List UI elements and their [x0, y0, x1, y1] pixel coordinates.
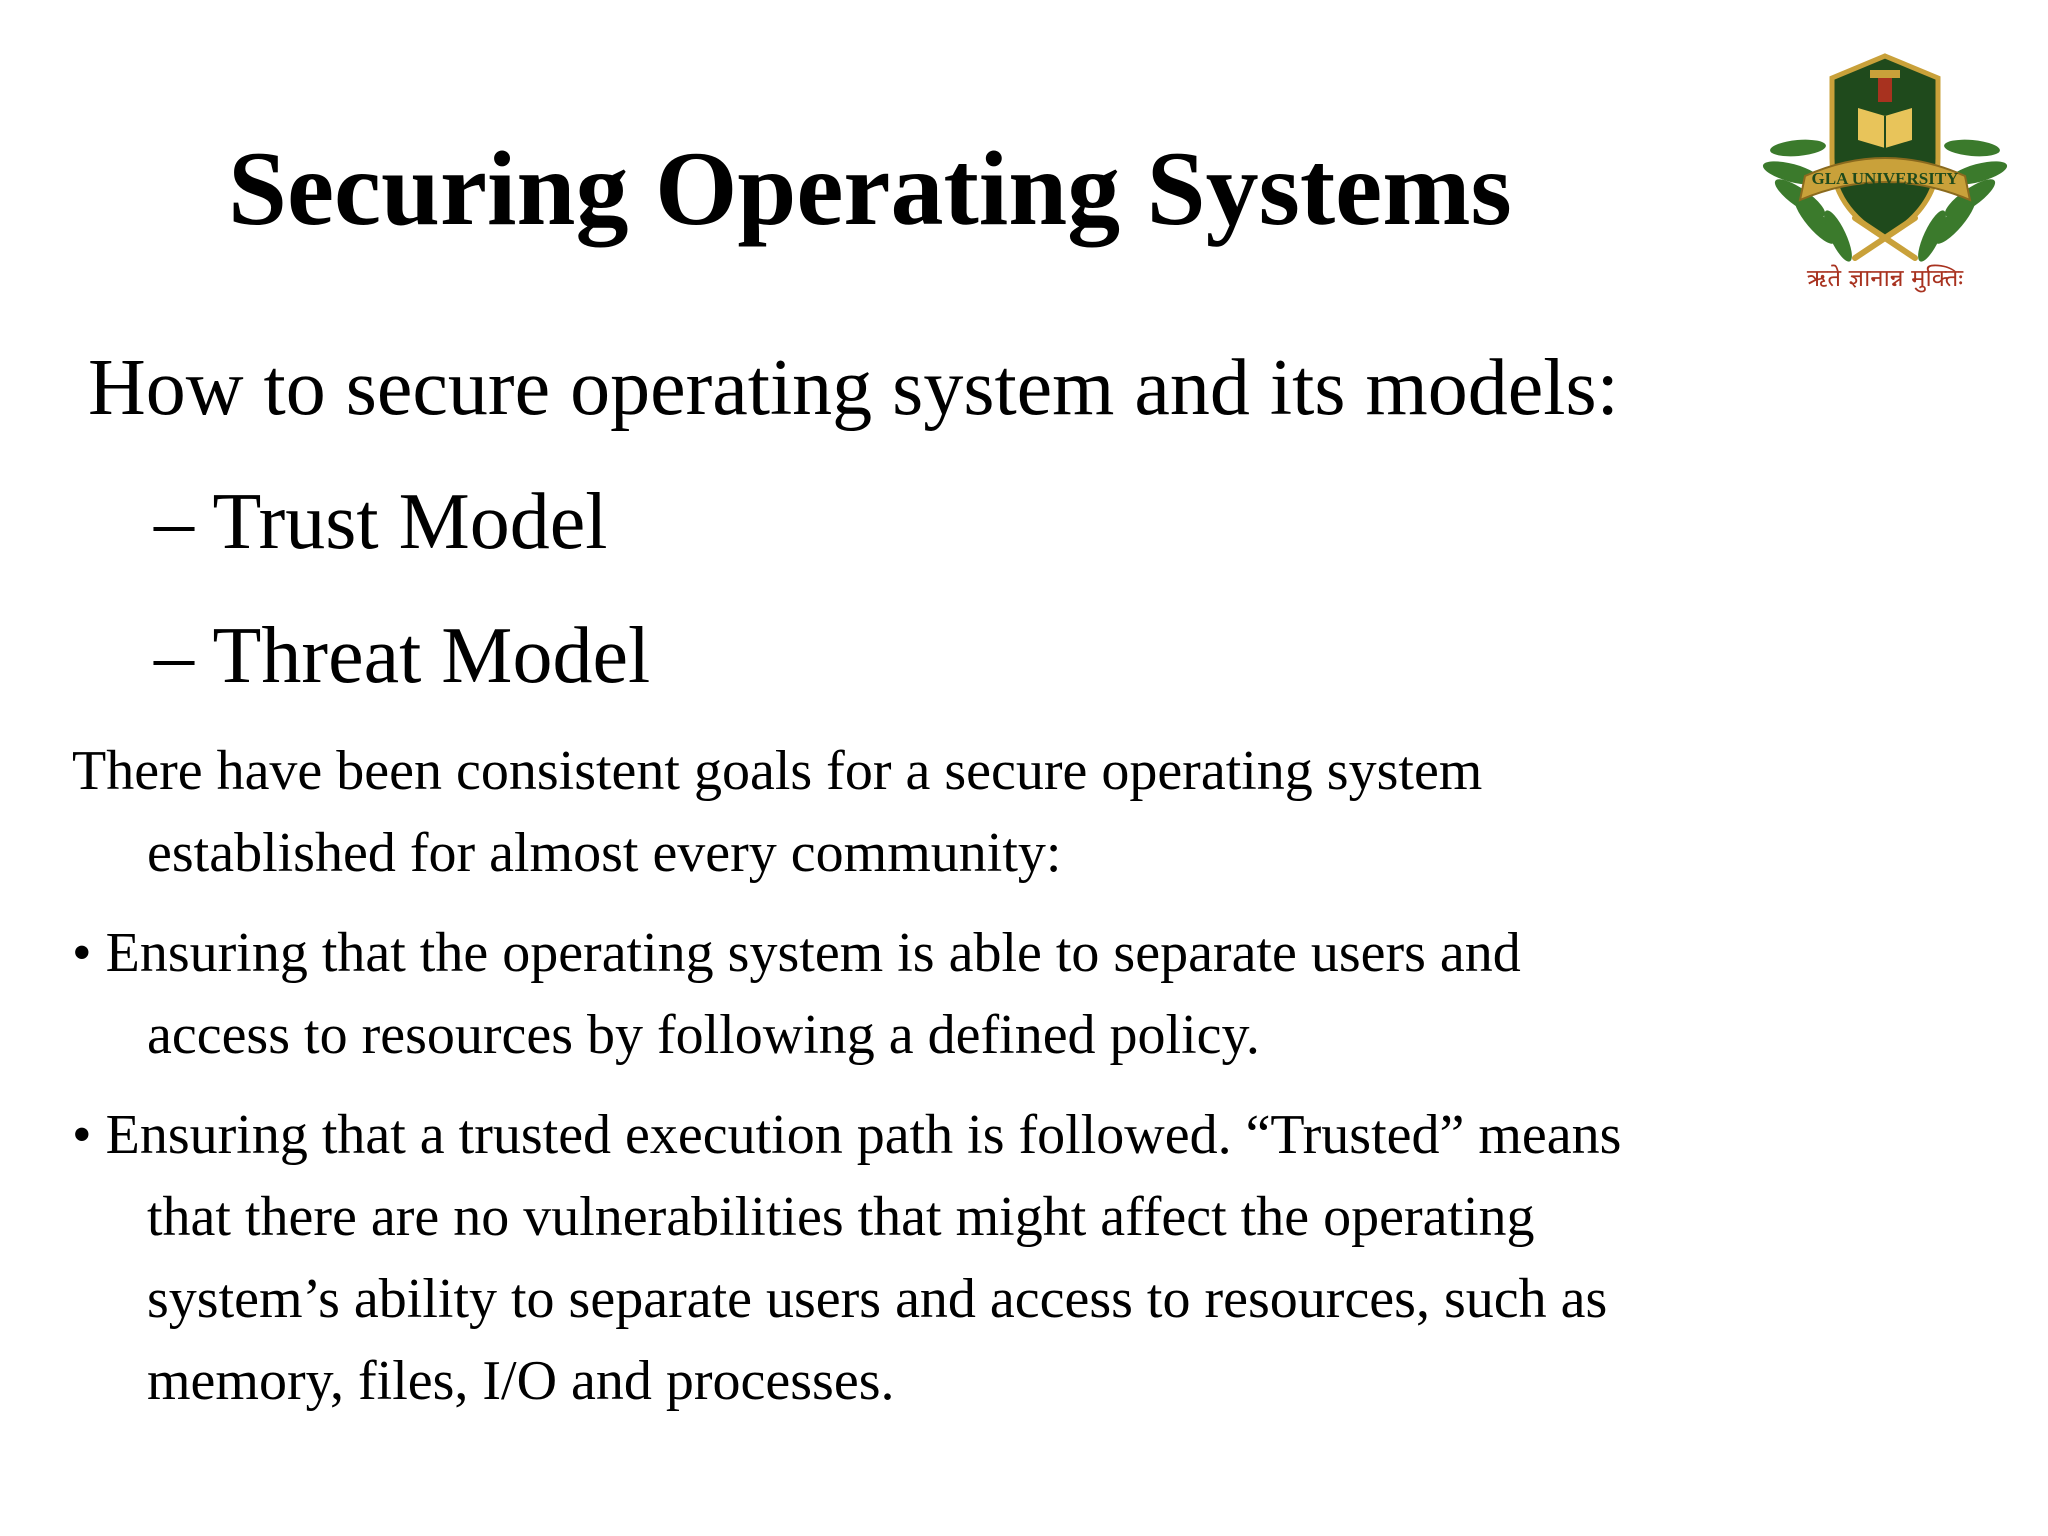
- goals-line: There have been consistent goals for a secure operating system: [72, 740, 1483, 802]
- bullet-line: system’s ability to separate users and access to resources, such as: [147, 1268, 1608, 1330]
- bullet-line: access to resources by following a defined policy.: [147, 1004, 1260, 1066]
- bullet-line: memory, files, I/O and processes.: [147, 1350, 895, 1412]
- bullet-line: • Ensuring that a trusted execution path is followed. “Trusted” means: [72, 1104, 1622, 1166]
- sub-item-threat-model: – Threat Model: [154, 612, 651, 700]
- sub-item-trust-model: – Trust Model: [154, 478, 608, 566]
- bullet-line: • Ensuring that the operating system is able to separate users and: [72, 922, 1521, 984]
- goals-line: established for almost every community:: [147, 822, 1062, 884]
- logo-motto: ऋते ज्ञानान्न मुक्तिः: [1806, 264, 1964, 292]
- university-logo: [1760, 48, 2010, 298]
- logo-banner-text: GLA UNIVERSITY: [1811, 169, 1959, 188]
- bullet-line: that there are no vulnerabilities that might affect the operating: [147, 1186, 1535, 1248]
- bullet-item: [72, 912, 1992, 1076]
- bullet-item: [72, 1094, 1992, 1422]
- intro-heading: How to secure operating system and its models:: [88, 344, 1619, 432]
- goals-paragraph: [72, 730, 1992, 894]
- slide-title: Securing Operating Systems: [228, 130, 1512, 247]
